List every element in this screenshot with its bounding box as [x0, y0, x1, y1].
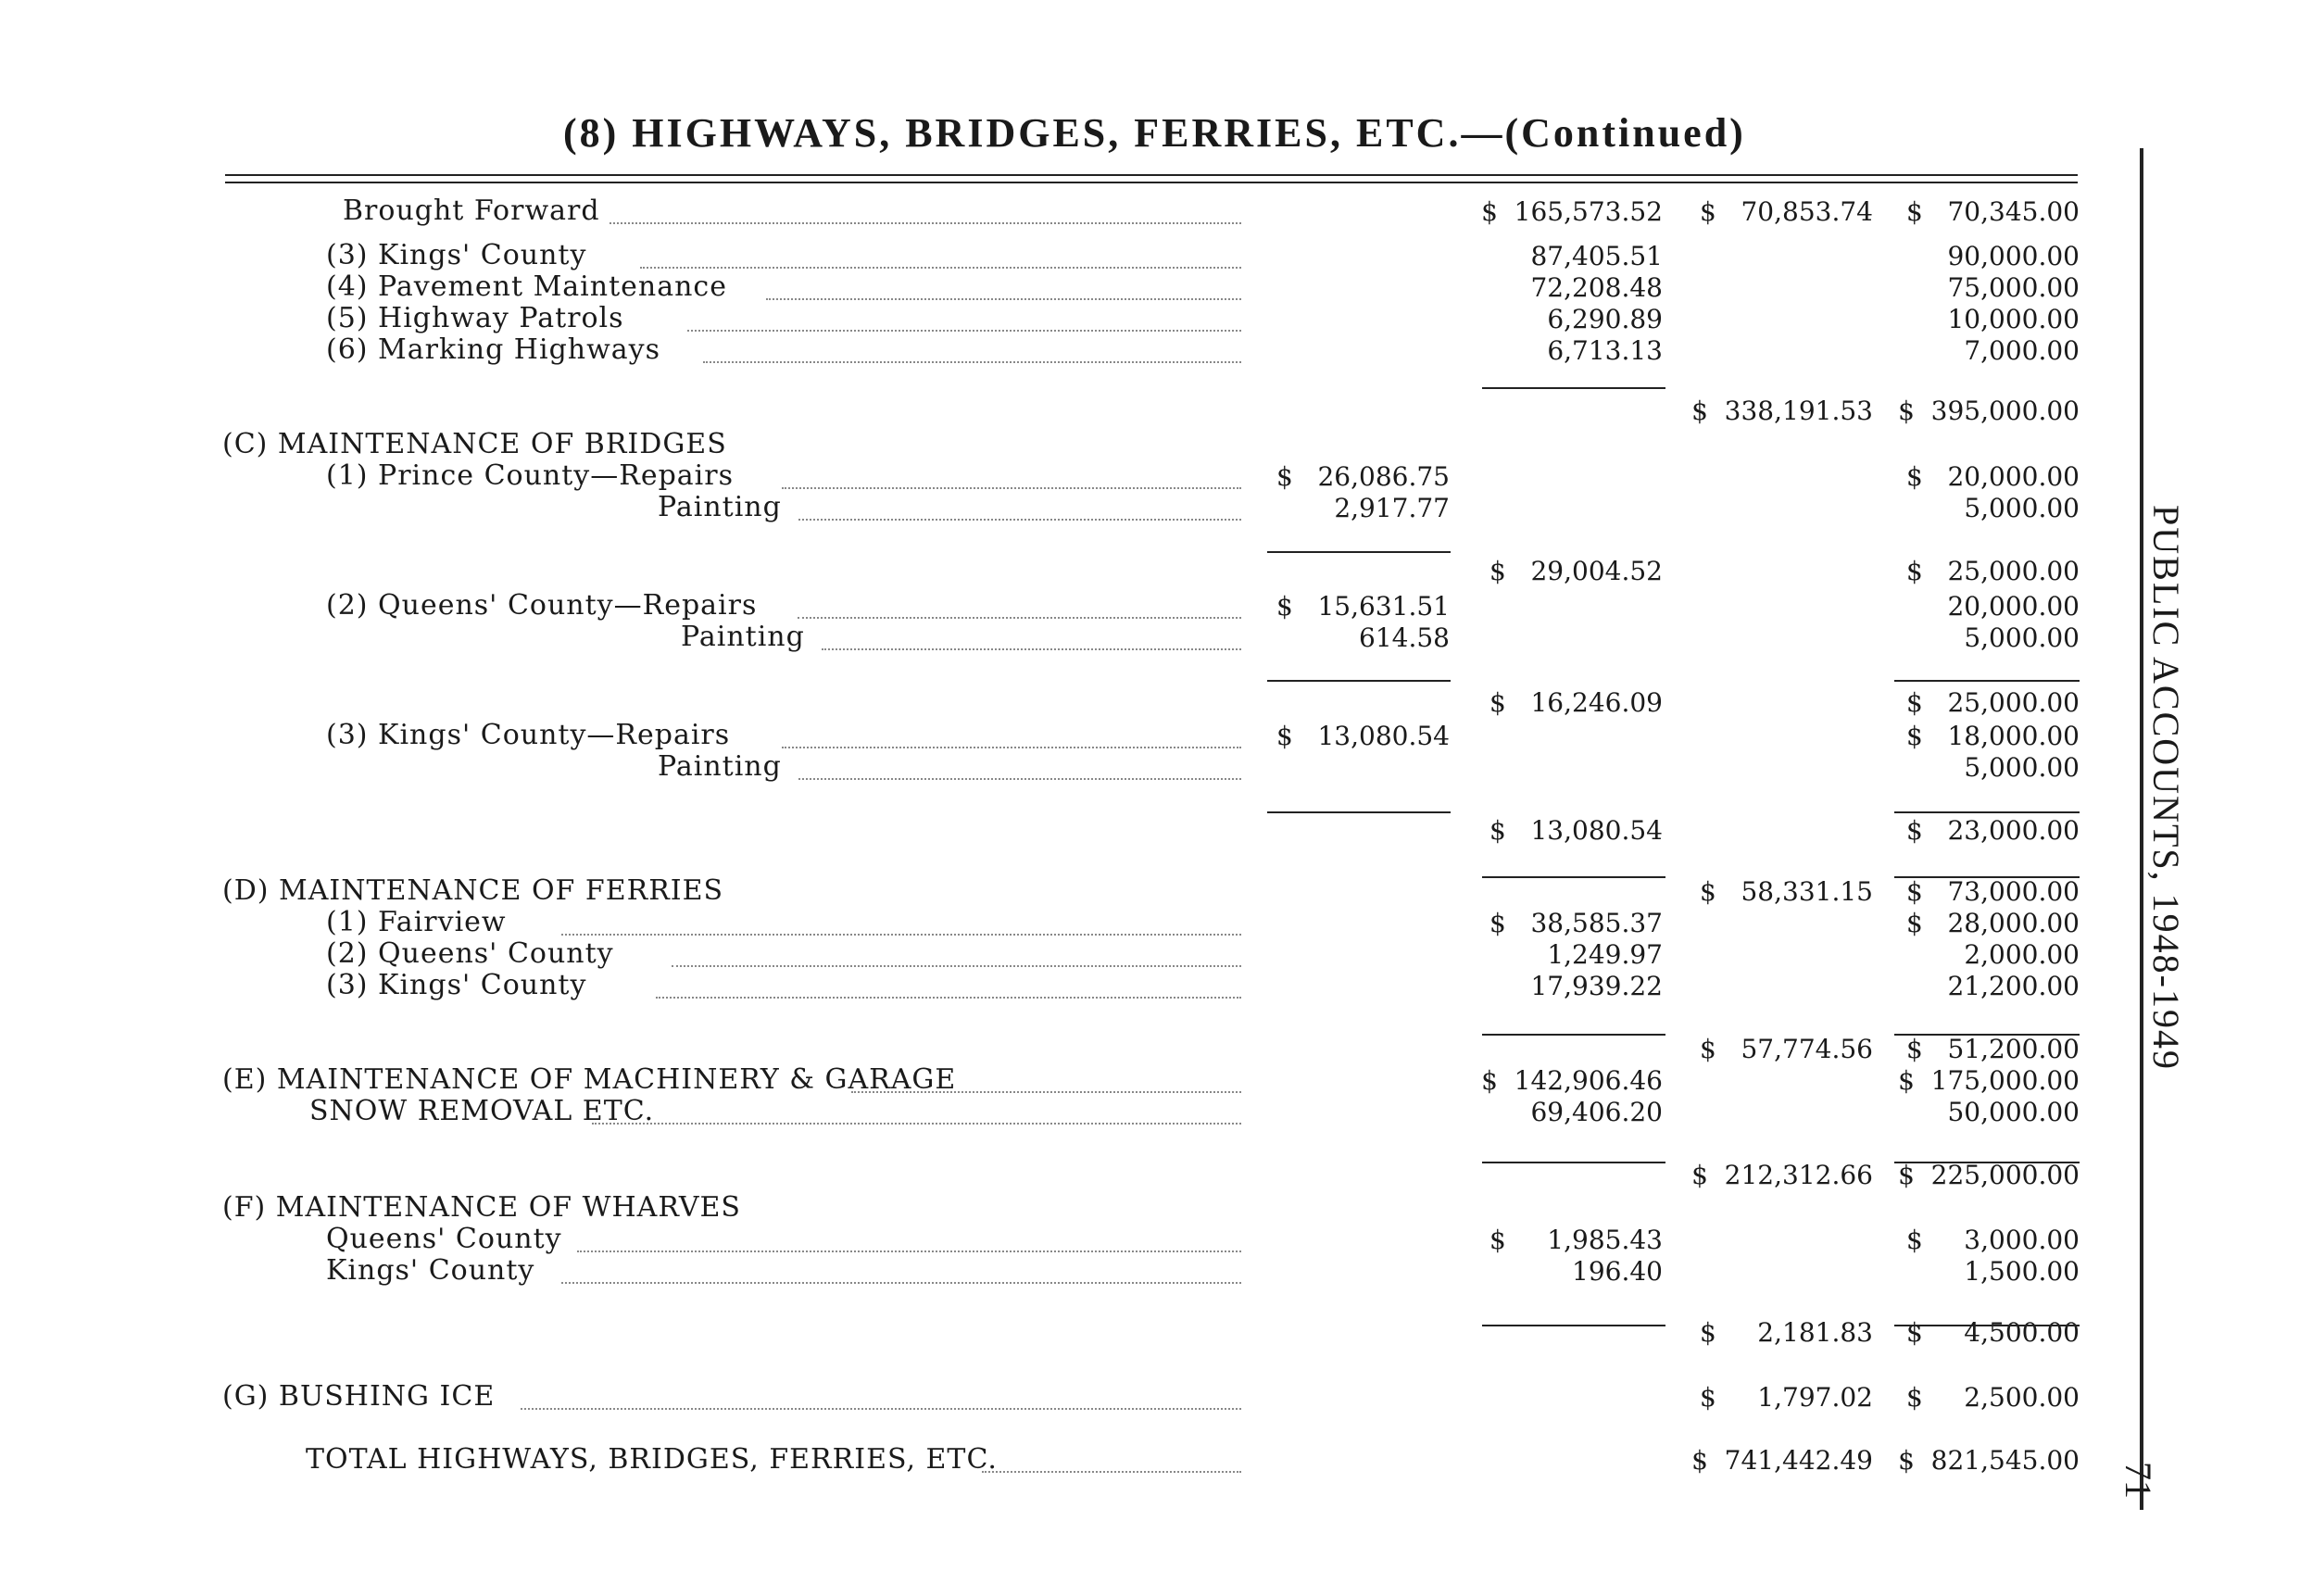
leader-dots: [687, 330, 1241, 332]
amount-c3: 72,208.48: [1530, 272, 1663, 303]
leader-dots: [851, 1091, 1241, 1093]
header-rule: [225, 174, 2078, 176]
amount-c5: $ 2,500.00: [1905, 1382, 2080, 1413]
leader-dots: [782, 487, 1241, 489]
amount-c5: $ 821,545.00: [1898, 1445, 2080, 1476]
leader-dots: [610, 222, 1241, 224]
amount-c3: $ 38,585.37: [1489, 908, 1663, 938]
amount-c3: 69,406.20: [1530, 1097, 1663, 1127]
subtotal-rule: [1267, 551, 1451, 553]
side-title: PUBLIC ACCOUNTS, 1948-1949: [2145, 505, 2187, 1071]
amount-c3: $ 13,080.54: [1489, 815, 1663, 846]
amount-c3: 6,713.13: [1547, 335, 1663, 366]
row-label: Painting: [658, 491, 782, 523]
amount-c5: $ 20,000.00: [1905, 461, 2080, 492]
header-rule: [225, 182, 2078, 183]
row-label: (2) Queens' County: [326, 937, 614, 970]
amount-c4: $ 741,442.49: [1691, 1445, 1873, 1476]
amount-c5: 5,000.00: [1964, 493, 2080, 523]
leader-dots: [798, 519, 1241, 521]
amount-c5: $ 225,000.00: [1898, 1160, 2080, 1190]
amount-c5: $ 28,000.00: [1905, 908, 2080, 938]
amount-c5: 5,000.00: [1964, 622, 2080, 653]
row-label: (4) Pavement Maintenance: [326, 270, 727, 303]
leader-dots: [561, 934, 1241, 936]
amount-c4: $ 338,191.53: [1691, 396, 1873, 426]
row-label: SNOW REMOVAL ETC.: [309, 1095, 655, 1127]
amount-c5: $ 395,000.00: [1898, 396, 2080, 426]
amount-c4: $ 212,312.66: [1691, 1160, 1873, 1190]
amount-c3: $ 142,906.46: [1481, 1065, 1663, 1096]
leader-dots: [592, 1123, 1241, 1125]
row-label: (3) Kings' County: [326, 969, 587, 1001]
amount-c3: $ 16,246.09: [1489, 687, 1663, 718]
amount-c5: 75,000.00: [1947, 272, 2080, 303]
amount-c5: $ 70,345.00: [1905, 196, 2080, 227]
leader-dots: [703, 361, 1241, 363]
amount-c5: $ 4,500.00: [1905, 1317, 2080, 1348]
amount-c4: $ 1,797.02: [1699, 1382, 1873, 1413]
amount-c5: 5,000.00: [1964, 752, 2080, 783]
leader-dots: [521, 1408, 1241, 1410]
row-label: (2) Queens' County—Repairs: [326, 589, 758, 622]
leader-dots: [798, 778, 1241, 780]
section-heading: (D) MAINTENANCE OF FERRIES: [222, 874, 724, 907]
subtotal-rule: [1482, 1325, 1665, 1326]
row-label: (6) Marking Highways: [326, 333, 661, 366]
amount-c5: 10,000.00: [1947, 304, 2080, 334]
amount-c4: $ 2,181.83: [1699, 1317, 1873, 1348]
amount-c4: $ 70,853.74: [1699, 196, 1873, 227]
leader-dots: [672, 965, 1241, 967]
leader-dots: [822, 648, 1241, 650]
amount-c5: 2,000.00: [1964, 939, 2080, 970]
row-label: Painting: [658, 750, 782, 783]
amount-c5: $ 23,000.00: [1905, 815, 2080, 846]
leader-dots: [577, 1250, 1241, 1252]
amount-c5: 21,200.00: [1947, 971, 2080, 1001]
row-label: (3) Kings' County—Repairs: [326, 719, 731, 751]
amount-c5: 50,000.00: [1947, 1097, 2080, 1127]
amount-c3: 87,405.51: [1530, 241, 1663, 271]
amount-c2: 2,917.77: [1334, 493, 1450, 523]
leader-dots: [982, 1471, 1241, 1473]
side-border: [2140, 148, 2143, 1510]
amount-c2: 614.58: [1359, 622, 1450, 653]
row-label: (1) Prince County—Repairs: [326, 459, 734, 492]
leader-dots: [640, 267, 1241, 269]
amount-c5: 1,500.00: [1964, 1256, 2080, 1287]
page-number: 71: [2118, 1462, 2159, 1499]
amount-c5: $ 25,000.00: [1905, 687, 2080, 718]
amount-c3: 1,249.97: [1547, 939, 1663, 970]
row-label: (3) Kings' County: [326, 239, 587, 271]
amount-c3: 6,290.89: [1547, 304, 1663, 334]
amount-c5: $ 51,200.00: [1905, 1034, 2080, 1064]
leader-dots: [798, 617, 1241, 619]
subtotal-rule: [1894, 876, 2080, 878]
amount-c5: $ 73,000.00: [1905, 876, 2080, 907]
page-title: (8) HIGHWAYS, BRIDGES, FERRIES, ETC.—(Continued): [563, 110, 1746, 156]
subtotal-rule: [1482, 876, 1665, 878]
section-heading: (E) MAINTENANCE OF MACHINERY & GARAGE: [222, 1063, 957, 1096]
subtotal-rule: [1267, 811, 1451, 813]
amount-c5: $ 18,000.00: [1905, 721, 2080, 751]
amount-c5: 7,000.00: [1964, 335, 2080, 366]
subtotal-rule: [1894, 1325, 2080, 1326]
subtotal-rule: [1482, 1034, 1665, 1036]
subtotal-rule: [1894, 1162, 2080, 1163]
section-heading: TOTAL HIGHWAYS, BRIDGES, FERRIES, ETC.: [306, 1443, 998, 1476]
amount-c4: $ 57,774.56: [1699, 1034, 1873, 1064]
leader-dots: [561, 1282, 1241, 1284]
subtotal-rule: [1894, 1034, 2080, 1036]
amount-c2: $ 15,631.51: [1276, 591, 1450, 622]
amount-c5: $ 175,000.00: [1898, 1065, 2080, 1096]
section-heading: (F) MAINTENANCE OF WHARVES: [222, 1191, 741, 1224]
subtotal-rule: [1482, 387, 1665, 389]
amount-c2: $ 13,080.54: [1276, 721, 1450, 751]
amount-c3: $ 165,573.52: [1481, 196, 1663, 227]
row-label: (1) Fairview: [326, 906, 507, 938]
row-label: Painting: [681, 621, 805, 653]
row-label: Queens' County: [326, 1223, 562, 1255]
amount-c2: $ 26,086.75: [1276, 461, 1450, 492]
amount-c3: $ 1,985.43: [1489, 1225, 1663, 1255]
row-label: (5) Highway Patrols: [326, 302, 624, 334]
amount-c3: 196.40: [1572, 1256, 1663, 1287]
amount-c5: $ 3,000.00: [1905, 1225, 2080, 1255]
amount-c3: 17,939.22: [1530, 971, 1663, 1001]
amount-c5: 20,000.00: [1947, 591, 2080, 622]
subtotal-rule: [1894, 680, 2080, 682]
leader-dots: [766, 298, 1241, 300]
section-heading: (G) BUSHING ICE: [222, 1380, 496, 1413]
leader-dots: [656, 997, 1241, 999]
subtotal-rule: [1482, 1162, 1665, 1163]
amount-c4: $ 58,331.15: [1699, 876, 1873, 907]
subtotal-rule: [1267, 680, 1451, 682]
row-label: Brought Forward: [343, 195, 600, 227]
amount-c5: 90,000.00: [1947, 241, 2080, 271]
section-heading: (C) MAINTENANCE OF BRIDGES: [222, 428, 727, 460]
row-label: Kings' County: [326, 1254, 535, 1287]
leader-dots: [782, 747, 1241, 748]
amount-c3: $ 29,004.52: [1489, 556, 1663, 586]
amount-c5: $ 25,000.00: [1905, 556, 2080, 586]
subtotal-rule: [1894, 811, 2080, 813]
